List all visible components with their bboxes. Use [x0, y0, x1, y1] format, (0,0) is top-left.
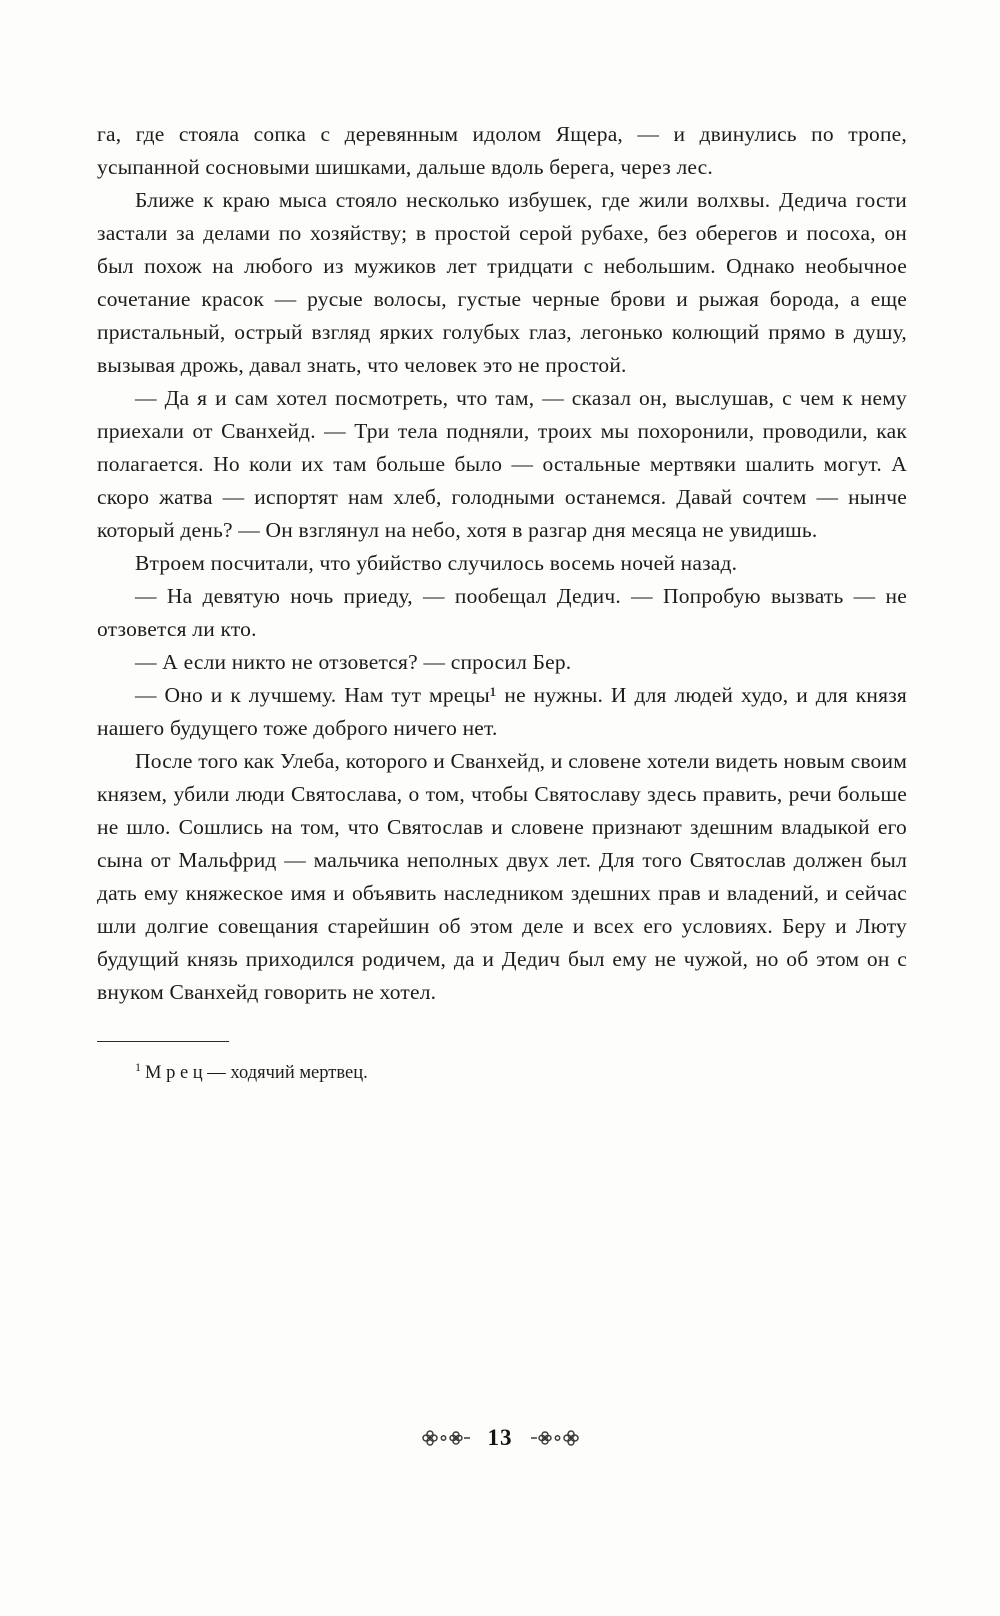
paragraph: После того как Улеба, которого и Сванхейд, и словене хотели видеть новым своим князем, убили люди Святослава, о том, чтобы Святославу здесь править, речи больше не шло. Сошлись на том, что Святослав и словене признают здешним владыкой его сына от Мальфрид — мальчика неполных двух лет. Для того Святослав должен был дать ему княжеское имя и объявить наследником здешних прав и владений, и сейчас шли долгие совещания старейшин об этом деле и всех его условиях. Беру и Люту будущий князь приходился родичем, да и Дедич был ему не чужой, но об этом он с внуком Сванхейд говорить не хотел. [97, 749, 907, 1004]
footnote-text: М р е ц — ходячий мертвец. [145, 1063, 368, 1083]
footnote [97, 1060, 907, 1086]
paragraph: — А если никто не отзовется? — спросил Бер. [135, 650, 572, 674]
paragraph: — На девятую ночь приеду, — пообещал Дедич. — Попробую вызвать — не отзовется ли кто. [97, 584, 907, 641]
page-number: 13 [487, 1425, 513, 1450]
footnote-divider [97, 1041, 229, 1042]
paragraph: га, где стояла сопка с деревянным идолом Ящера, — и двинулись по тропе, усыпанной сосновыми шишками, дальше вдоль берега, через лес. [97, 122, 907, 179]
knot-ornament-left-icon [420, 1428, 472, 1448]
paragraph: Втроем посчитали, что убийство случилось восемь ночей назад. [135, 551, 738, 575]
knot-ornament-right-icon [529, 1428, 581, 1448]
paragraph: — Да я и сам хотел посмотреть, что там, — сказал он, выслушав, с чем к нему приехали от Сванхейд. — Три тела подняли, троих мы похоронили, проводили, как полагается. Но коли их там больше было — остальные мертвяки шалить могут. А скоро жатва — испортят нам хлеб, голодными останемся. Давай сочтем — нынче который день? — Он взглянул на небо, хотя в разгар дня месяца не увидишь. [97, 386, 907, 542]
body-text [97, 118, 907, 1086]
paragraph: — Оно и к лучшему. Нам тут мрецы¹ не нужны. И для людей худо, и для князя нашего будущего тоже доброго ничего нет. [97, 683, 907, 740]
page-footer [0, 1425, 1000, 1451]
paragraph: Ближе к краю мыса стояло несколько избушек, где жили волхвы. Дедича гости застали за делами по хозяйству; в простой серой рубахе, без оберегов и посоха, он был похож на любого из мужиков лет тридцати с небольшим. Однако необычное сочетание красок — русые волосы, густые черные брови и рыжая борода, а еще пристальный, острый взгляд ярких голубых глаз, легонько колющий прямо в душу, вызывая дрожь, давал знать, что человек это не простой. [97, 188, 907, 377]
footnote-marker: 1 [135, 1059, 141, 1074]
